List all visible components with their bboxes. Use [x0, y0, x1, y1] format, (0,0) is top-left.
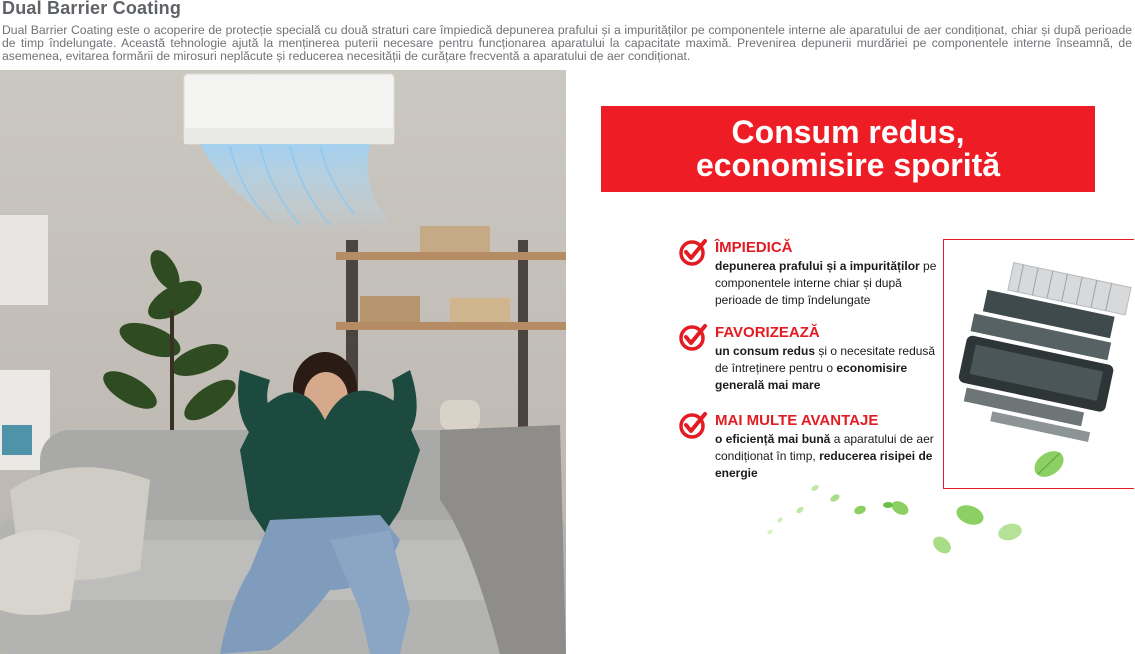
- leaf-icon: [889, 498, 911, 517]
- feature-heading: ÎMPIEDICĂ: [715, 239, 793, 256]
- leaf-icon: [776, 517, 783, 524]
- promo-banner-line2: economisire sporită: [695, 147, 1001, 183]
- feature-text-rest: a aparatului de aer condiționat în timp,: [715, 432, 934, 463]
- feature-text-bold: o eficiență mai bună: [715, 432, 831, 446]
- check-circle-icon: [678, 322, 708, 352]
- feature-text-bold-2: reducerea risipei de energie: [715, 449, 933, 480]
- feature-text-rest: și o necesitate redusă de întreținere pentru o: [715, 344, 936, 375]
- lifestyle-photo: [0, 70, 566, 654]
- feature-text-bold: depunerea prafului și a impurităților: [715, 259, 920, 273]
- leaf-icon: [996, 521, 1023, 543]
- leaf-icon: [883, 502, 893, 508]
- leaf-icon: [954, 502, 986, 528]
- feature-text-bold: un consum redus: [715, 344, 816, 358]
- check-circle-icon: [678, 410, 708, 440]
- leaf-icon: [810, 484, 819, 492]
- leaf-icon: [766, 529, 773, 536]
- leaf-icon: [853, 504, 867, 516]
- section-title: Dual Barrier Coating: [2, 0, 182, 18]
- check-circle-icon: [678, 237, 708, 267]
- ac-components-illustration: [944, 240, 1134, 488]
- promo-banner-line1: Consum redus,: [731, 114, 965, 150]
- leaf-icon: [930, 533, 954, 557]
- product-exploded-view: [943, 239, 1134, 489]
- feature-heading: MAI MULTE AVANTAJE: [715, 412, 879, 429]
- promo-banner: [601, 106, 1095, 192]
- section-description: Dual Barrier Coating este o acoperire de protecție specială cu două straturi care împiedică depunerea prafului și a impurităților pe componentele interne ale aparatului de aer condiționat, chiar și după perioade de timp îndelungate. Această tehnologie ajută la menținerea puterii necesare pentru funcționarea aparatului la capacitate maximă. Prevenirea depunerii murdăriei pe componentele interne înseamnă, de asemenea, evitarea formării de mirosuri neplăcute și reducerea necesității de curățare frecventă a aparatului de aer condiționat.: [2, 23, 1132, 63]
- leaf-icon: [829, 493, 841, 503]
- feature-heading: FAVORIZEAZĂ: [715, 324, 820, 341]
- floating-leaves: [700, 470, 1060, 570]
- leaf-icon: [795, 506, 804, 515]
- feature-text-rest: pe componentele interne chiar și după perioade de timp îndelungate: [715, 259, 937, 307]
- feature-text: [715, 343, 945, 394]
- feature-text-bold-2: economisire generală mai mare: [715, 361, 908, 392]
- feature-text: [715, 258, 945, 309]
